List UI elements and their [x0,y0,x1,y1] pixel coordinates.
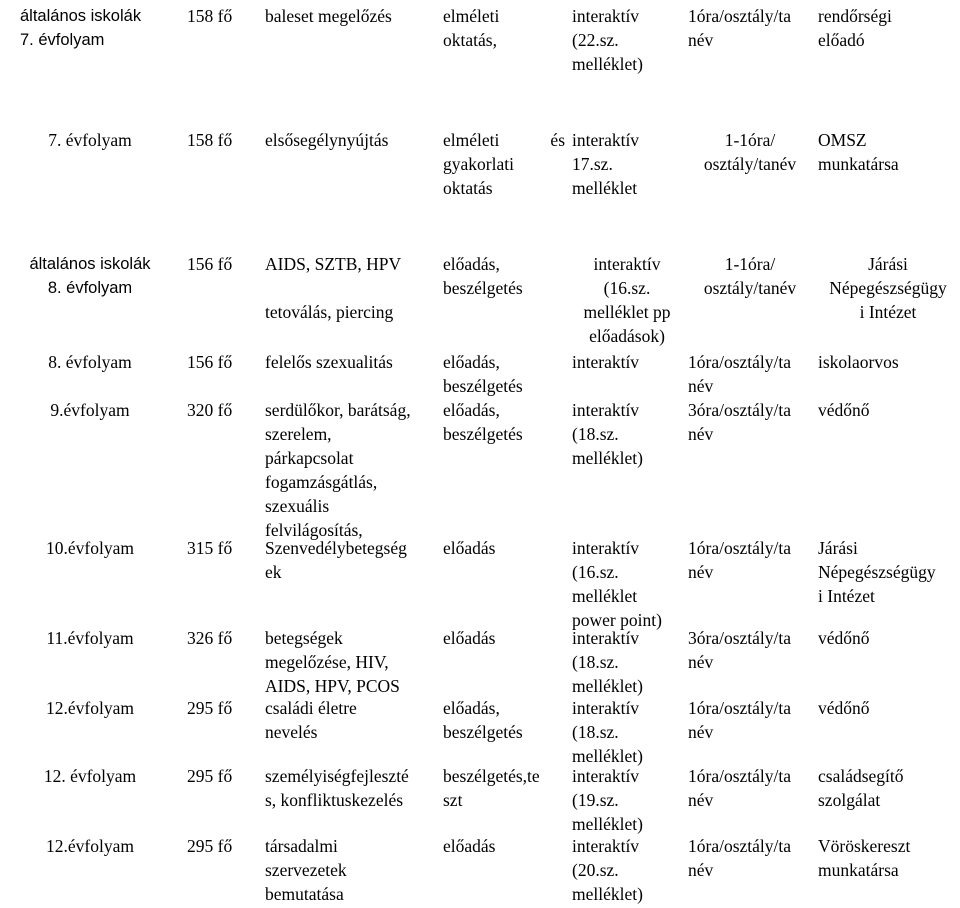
row-4-form: előadás, beszélgetés [443,352,523,396]
row-8-topic: családi életre nevelés [265,698,357,742]
row-3-frequency: 1-1óra/ osztály/tanév [703,254,797,298]
row-4-target: 8. évfolyam [48,352,132,372]
row-6-form: előadás [443,538,496,558]
row-8-presenter: védőnő [818,698,870,718]
row-5-presenter: védőnő [818,400,870,420]
row-10-topic: társadalmi szervezetek bemutatása [265,836,347,904]
row-9-target: 12. évfolyam [43,766,137,786]
row-2-frequency: 1-1óra/ osztály/tanév [703,130,797,174]
row-9-presenter: családsegítő szolgálat [818,766,904,810]
row-9-topic: személyiségfejleszté s, konfliktuskezelés [265,766,409,810]
row-1-target: általános iskolák 7. évfolyam [20,7,142,49]
row-6-frequency: 1óra/osztály/ta név [688,538,792,582]
row-7-frequency: 3óra/osztály/ta név [688,628,792,672]
row-4-presenter: iskolaorvos [818,352,899,372]
row-8-form: előadás, beszélgetés [443,698,523,742]
row-5-topic: serdülőkor, barátság, szerelem, párkapcsolat fogamzásgátlás, szexuális felvilágosítás, [265,400,411,540]
row-8-target: 12.évfolyam [46,698,134,718]
row-10-method: interaktív (20.sz. melléklet) [572,836,643,904]
row-2-count: 158 fő [187,130,233,150]
row-2-topic: elsősegélynyújtás [265,130,389,150]
row-1-presenter: rendőrségi előadó [818,6,892,50]
row-3-method: interaktív (16.sz. melléklet pp előadások) [583,254,671,346]
row-6-target: 10.évfolyam [46,538,134,558]
row-2-form-word-1: elméleti [443,130,500,150]
row-7-method: interaktív (18.sz. melléklet) [572,628,643,696]
row-8-frequency: 1óra/osztály/ta név [688,698,792,742]
row-2-form-rest: gyakorlati oktatás [443,154,514,198]
row-9-frequency: 1óra/osztály/ta név [688,766,792,810]
row-6-count: 315 fő [187,538,233,558]
row-5-target: 9.évfolyam [50,400,130,420]
row-1-frequency: 1óra/osztály/ta név [688,6,792,50]
row-1-topic: baleset megelőzés [265,6,392,26]
row-3-target: általános iskolák 8. évfolyam [29,255,151,297]
row-4-topic: felelős szexualitás [265,352,393,372]
row-5-frequency: 3óra/osztály/ta név [688,400,792,444]
row-10-count: 295 fő [187,836,233,856]
row-9-form: beszélgetés,te szt [443,766,540,810]
row-5-form: előadás, beszélgetés [443,400,523,444]
row-8-method: interaktív (18.sz. melléklet) [572,698,643,766]
row-10-form: előadás [443,836,496,856]
row-3-topic-line-1: AIDS, SZTB, HPV [265,254,402,274]
row-10-frequency: 1óra/osztály/ta név [688,836,792,880]
row-3-topic [265,252,437,324]
row-2-method: interaktív 17.sz. melléklet [572,130,640,198]
row-7-presenter: védőnő [818,628,870,648]
row-10-target: 12.évfolyam [46,836,134,856]
row-4-method: interaktív [572,352,640,372]
row-2-form-word-2: és [550,130,565,150]
row-9-method: interaktív (19.sz. melléklet) [572,766,643,834]
row-5-count: 320 fő [187,400,233,420]
row-6-topic: Szenvedélybetegség ek [265,538,407,582]
row-1-count: 158 fő [187,6,233,26]
row-2-form [443,128,565,200]
row-1-form: elméleti oktatás, [443,6,500,50]
row-2-target: 7. évfolyam [48,130,132,150]
row-7-target: 11.évfolyam [46,628,134,648]
row-3-presenter: Járási Népegészségügy i Intézet [829,254,947,322]
row-8-count: 295 fő [187,698,233,718]
row-7-topic: betegségek megelőzése, HIV, AIDS, HPV, PCOS [265,628,400,696]
row-3-topic-line-2: tetoválás, piercing [265,302,394,322]
row-10-presenter: Vöröskereszt munkatársa [818,836,911,880]
row-4-count: 156 fő [187,352,233,372]
row-2-presenter: OMSZ munkatársa [818,130,899,174]
row-5-method: interaktív (18.sz. melléklet) [572,400,643,468]
row-1-method: interaktív (22.sz. melléklet) [572,6,643,74]
row-3-count: 156 fő [187,254,233,274]
row-6-method: interaktív (16.sz. melléklet power point) [572,538,662,630]
row-7-count: 326 fő [187,628,233,648]
row-9-count: 295 fő [187,766,233,786]
row-6-presenter: Járási Népegészségügy i Intézet [818,538,936,606]
row-3-form: előadás, beszélgetés [443,254,523,298]
row-4-frequency: 1óra/osztály/ta név [688,352,792,396]
row-7-form: előadás [443,628,496,648]
